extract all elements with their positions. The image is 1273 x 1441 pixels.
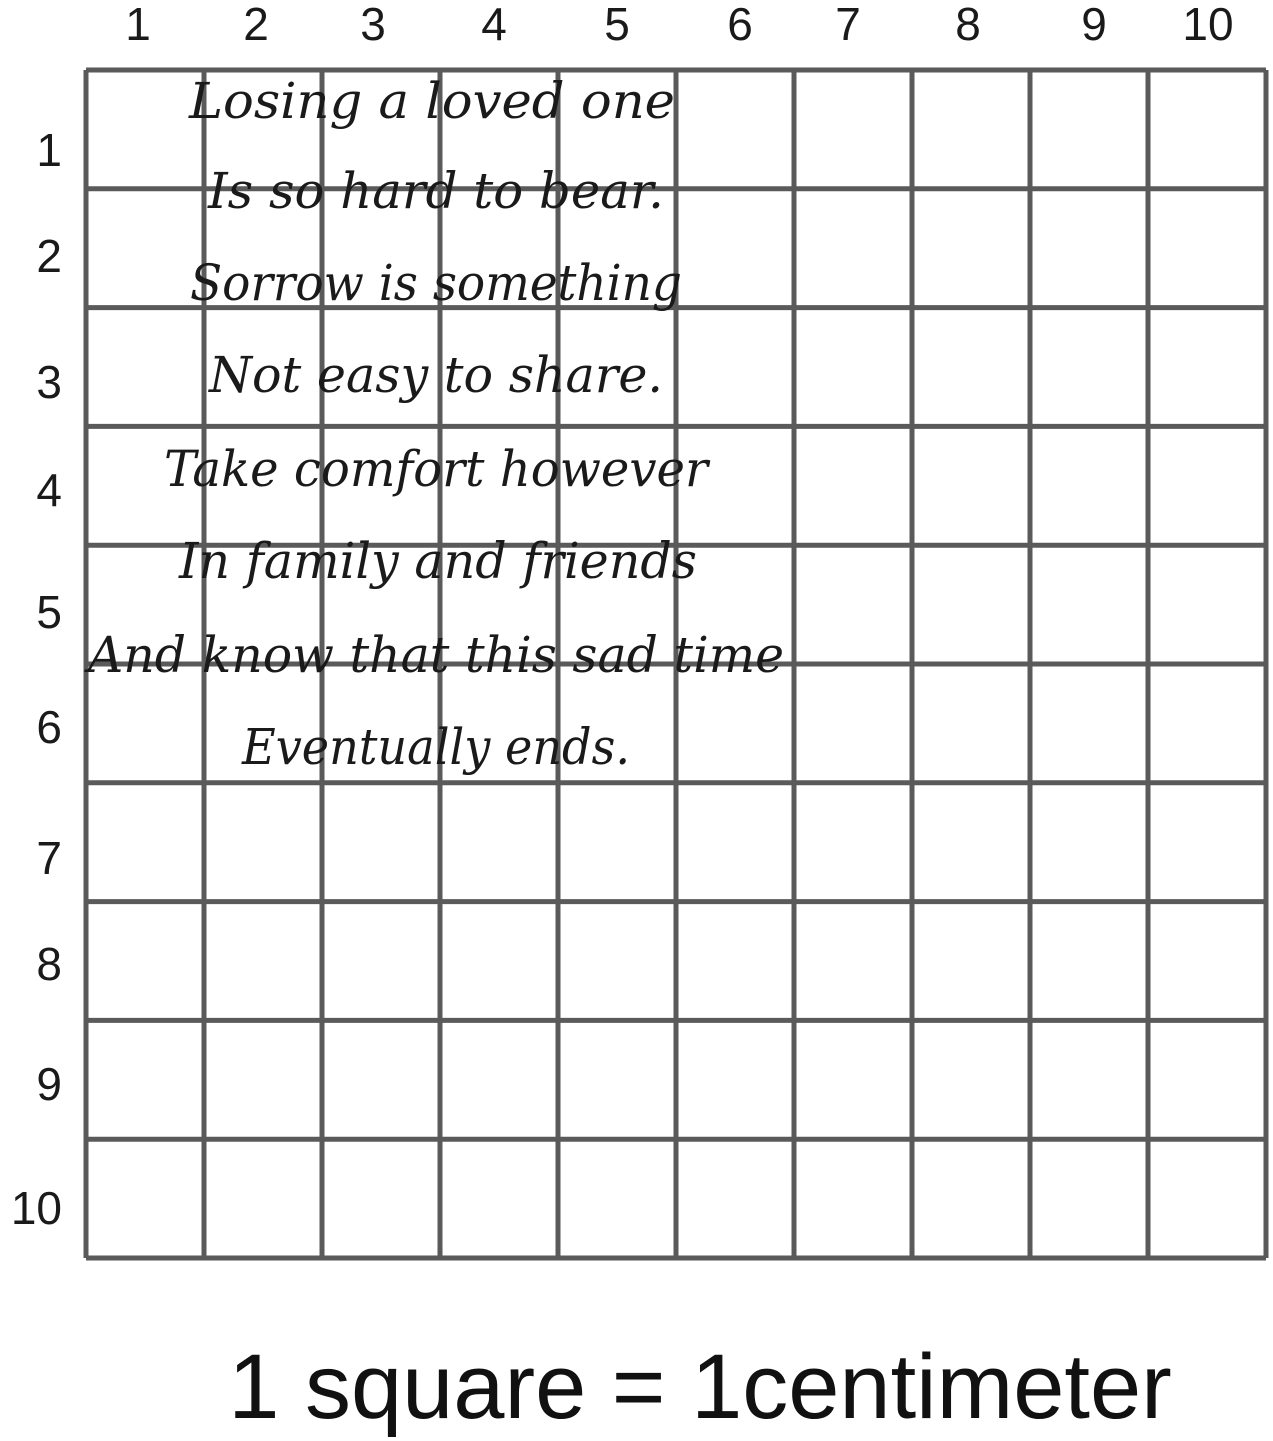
row-label: 7 (36, 832, 62, 884)
column-labels (125, 0, 1233, 50)
row-label: 9 (36, 1058, 62, 1110)
row-label: 8 (36, 938, 62, 990)
column-label: 10 (1182, 0, 1234, 50)
poem-line: Sorrow is something (190, 254, 682, 312)
row-label: 3 (36, 356, 62, 408)
poem-line: And know that this sad time (84, 626, 784, 684)
row-labels (11, 124, 62, 1234)
poem-line: Losing a loved one (187, 72, 675, 130)
row-label: 6 (36, 701, 62, 753)
poem-line: In family and friends (178, 532, 697, 590)
row-label: 10 (10, 1182, 62, 1234)
row-label: 1 (36, 124, 62, 176)
column-label: 5 (604, 0, 630, 50)
column-label: 4 (481, 0, 507, 50)
poem-line: Eventually ends. (241, 718, 630, 776)
row-label: 4 (36, 464, 62, 516)
row-label: 2 (36, 230, 62, 282)
scale-note: 1 square = 1centimeter (228, 1336, 1172, 1438)
column-label: 8 (955, 0, 981, 50)
poem-line: Take comfort however (164, 440, 711, 498)
poem-line: Is so hard to bear. (207, 162, 664, 220)
column-label: 1 (125, 0, 151, 50)
column-label: 3 (360, 0, 386, 50)
column-label: 2 (243, 0, 269, 50)
column-label: 7 (835, 0, 861, 50)
row-label: 5 (36, 586, 62, 638)
column-label: 9 (1081, 0, 1107, 50)
poem-line: Not easy to share. (208, 346, 664, 404)
column-label: 6 (727, 0, 753, 50)
